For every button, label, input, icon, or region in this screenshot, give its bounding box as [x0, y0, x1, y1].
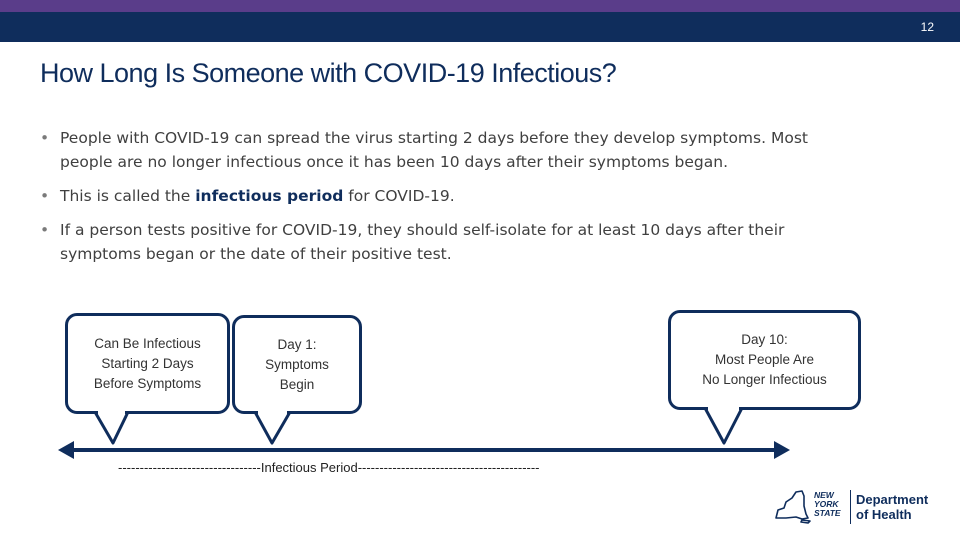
- bullet-item: [40, 184, 820, 208]
- bullet-list: [40, 126, 820, 276]
- callout-pointer-3: [705, 408, 742, 443]
- bullet-text-suffix: for COVID-19.: [343, 187, 455, 205]
- callout-pointer-1: [95, 412, 128, 443]
- bullet-text: People with COVID-19 can spread the virus starting 2 days before they develop symptoms. Most people are no longer infectious once it has been 10 days after their symptoms began.: [60, 129, 808, 171]
- header-accent-bar: [0, 0, 960, 12]
- bullet-dot: •: [40, 187, 50, 205]
- slide-title: How Long Is Someone with COVID-19 Infectious?: [40, 58, 617, 88]
- bullet-item: [40, 218, 820, 266]
- callout-before-symptoms: Can Be Infectious Starting 2 Days Before Symptoms: [65, 313, 230, 414]
- callout-day-1: Day 1: Symptoms Begin: [232, 315, 362, 414]
- bullet-text: If a person tests positive for COVID-19, they should self-isolate for at least 10 days after their symptoms began or the date of their positive test.: [60, 221, 785, 263]
- bullet-dot: •: [40, 221, 50, 239]
- timeline-arrowhead-left: [58, 441, 74, 459]
- bullet-item: [40, 126, 820, 174]
- nys-department-of-health-logo: [772, 488, 942, 528]
- infectious-period-label: ---------------------------------Infectious Period------------------------------------------: [118, 460, 540, 475]
- slide-number: 12: [920, 20, 934, 34]
- callout-day-10: Day 10: Most People Are No Longer Infectious: [668, 310, 861, 410]
- logo-divider: [850, 490, 851, 524]
- timeline-arrowhead-right: [774, 441, 790, 459]
- callout-pointer-2: [255, 412, 290, 443]
- bullet-text-prefix: This is called the: [60, 187, 196, 205]
- bullet-dot: •: [40, 129, 50, 147]
- new-york-state-map-icon: [772, 488, 812, 526]
- bullet-highlight: infectious period: [195, 187, 344, 205]
- logo-new-york-state-text: NEW YORK STATE: [814, 490, 841, 518]
- logo-department-text: Department of Health: [856, 492, 929, 522]
- header-bar: [0, 12, 960, 42]
